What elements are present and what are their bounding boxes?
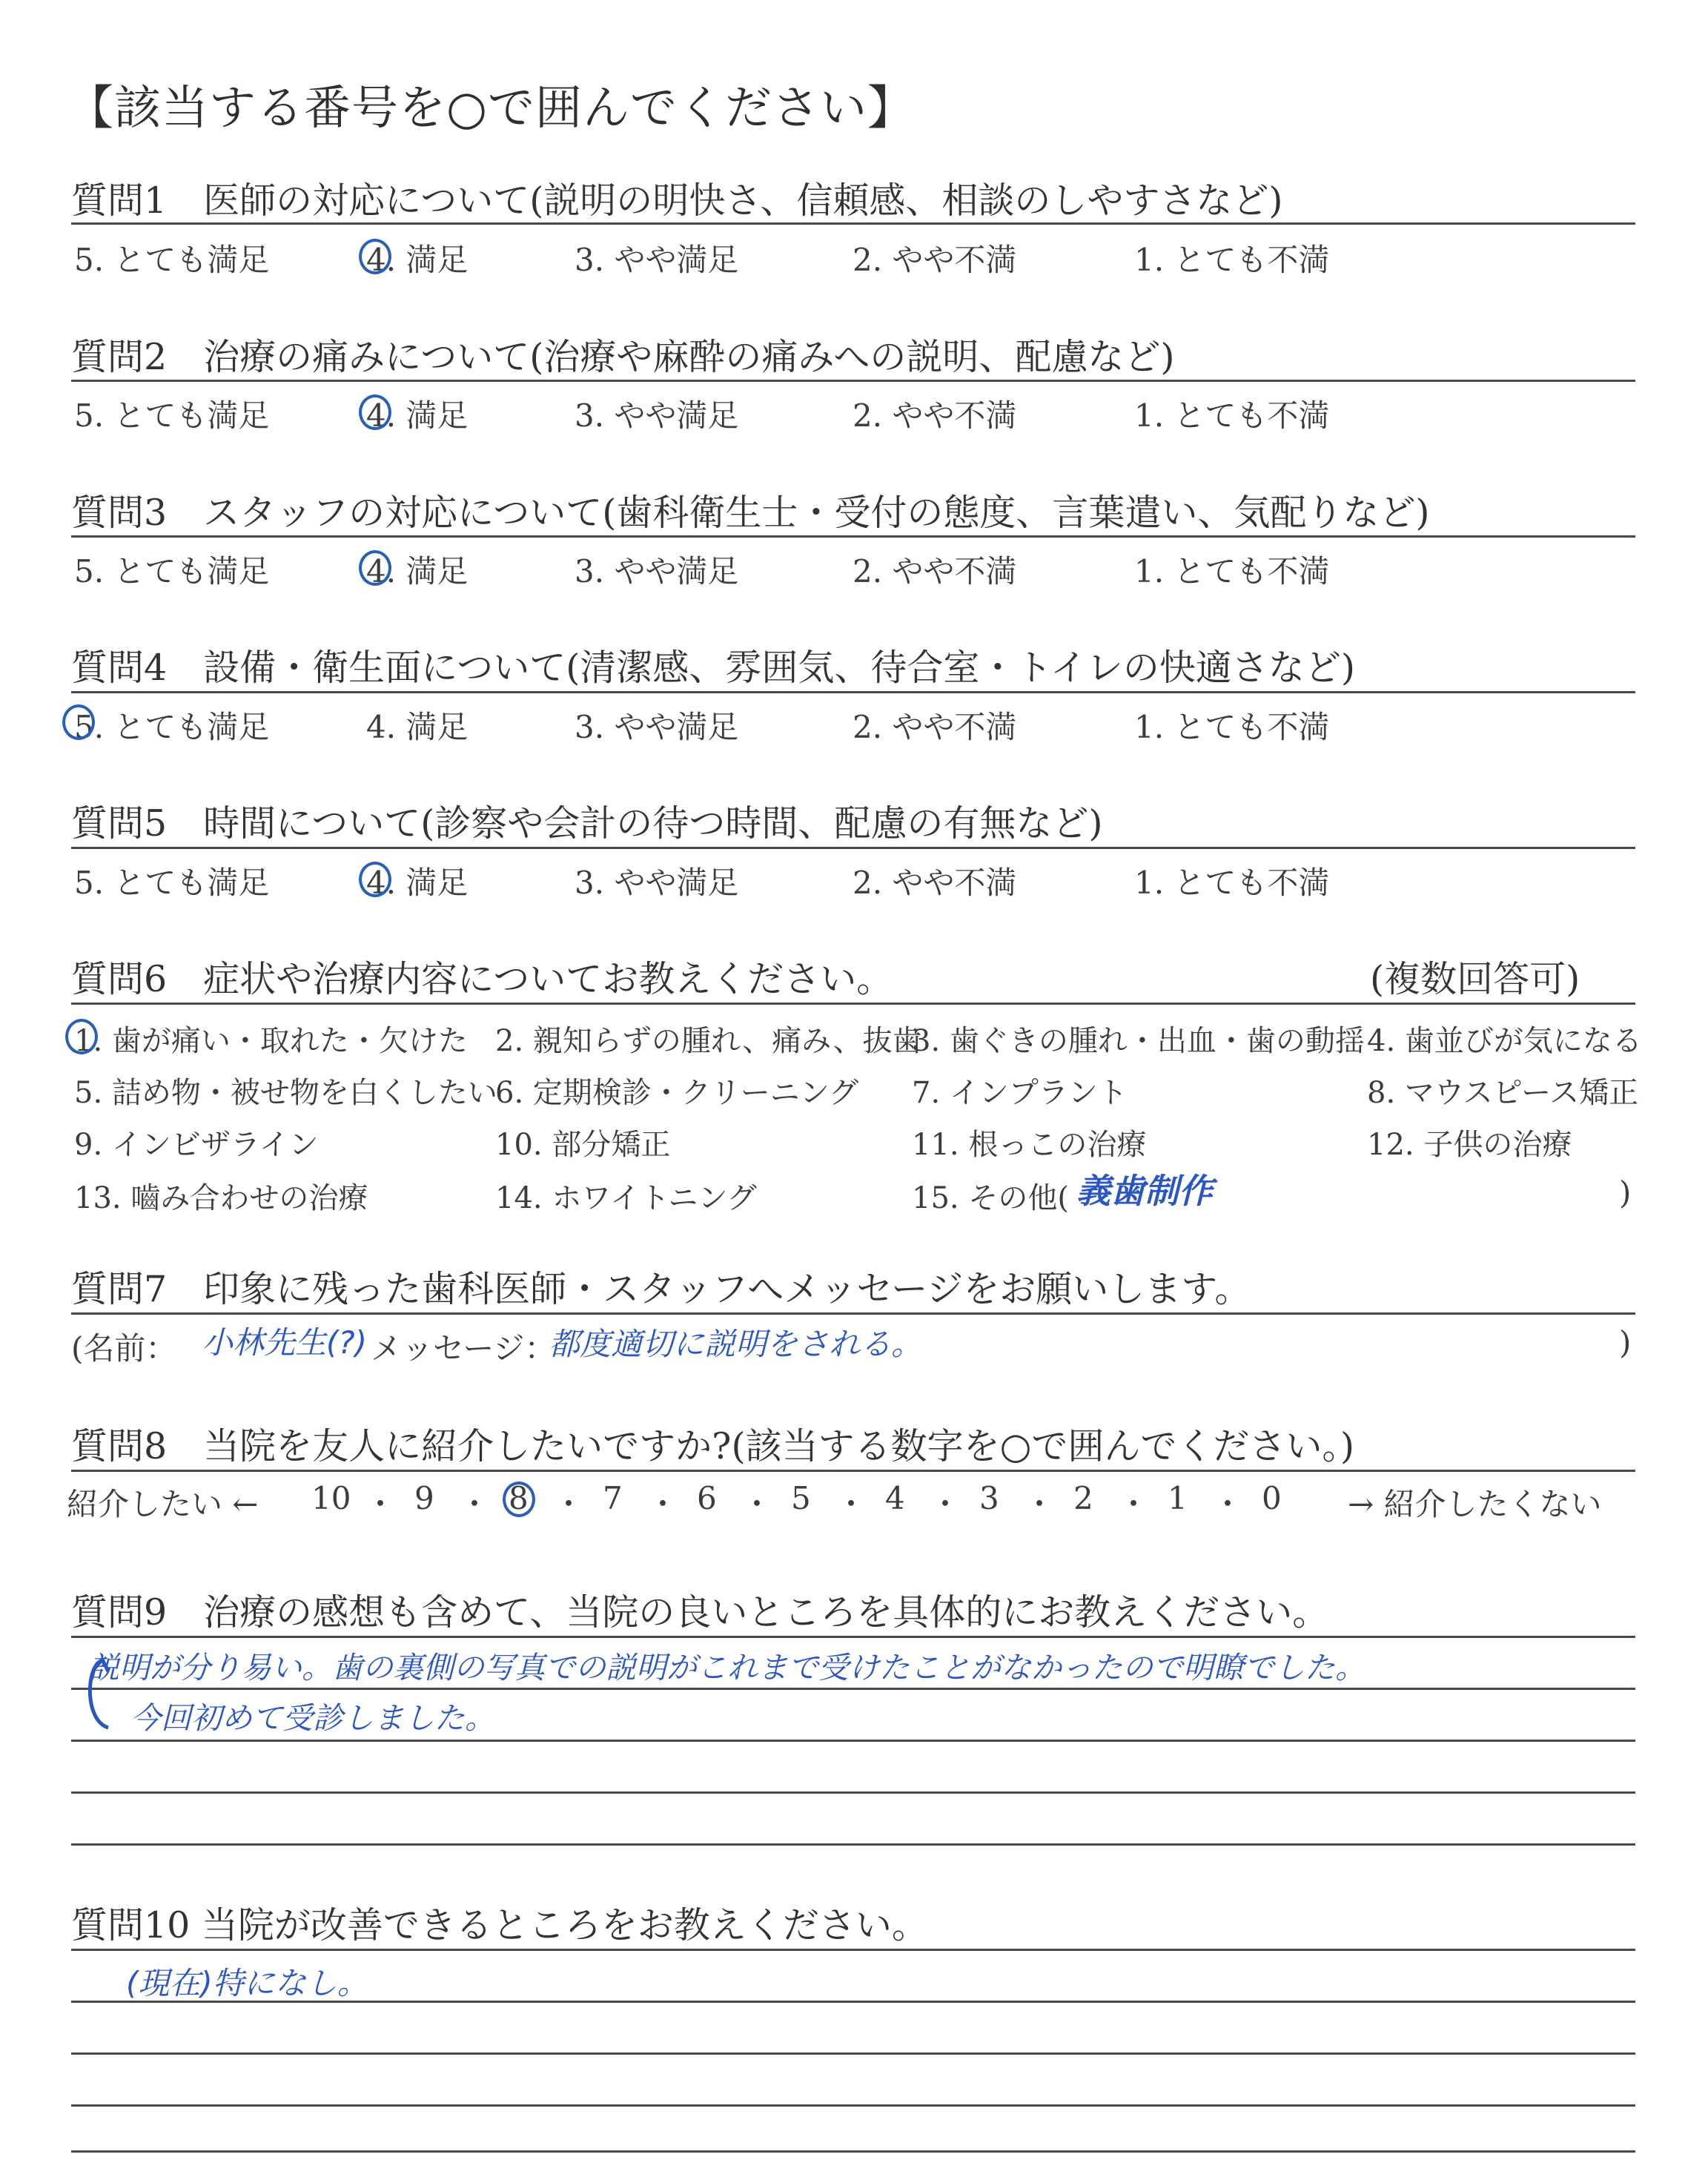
- q7-close-paren: ): [1619, 1324, 1632, 1361]
- q8-scale-value-3[interactable]: 3: [979, 1480, 999, 1516]
- q3-option-1[interactable]: 1. とても不満: [1134, 553, 1330, 589]
- q8-scale-value-6[interactable]: 6: [697, 1480, 717, 1516]
- q2-option-2[interactable]: 2. やや不満: [853, 397, 1017, 434]
- q5-option-5[interactable]: 5. とても満足: [74, 865, 270, 901]
- q9-title: 質問9 治療の感想も含めて、当院の良いところを具体的にお教えください。: [71, 1591, 1329, 1634]
- q1-rule: [71, 222, 1635, 225]
- q6-item-5[interactable]: 5. 詰め物・被せ物を白くしたい: [74, 1076, 497, 1110]
- q8-scale-separator-dot: ・: [1024, 1486, 1056, 1522]
- q7-name-label: (名前：: [71, 1330, 177, 1367]
- q1-option-5[interactable]: 5. とても満足: [74, 242, 270, 278]
- q7-rule: [71, 1312, 1635, 1315]
- q4-option-1[interactable]: 1. とても不満: [1134, 709, 1330, 745]
- q6-item-11[interactable]: 11. 根っこの治療: [912, 1128, 1147, 1162]
- q8-number-scale: [311, 1480, 1364, 1525]
- q6-item-9[interactable]: 9. インビザライン: [74, 1128, 319, 1162]
- q1-option-3[interactable]: 3. やや満足: [575, 242, 739, 278]
- q4-option-2[interactable]: 2. やや不満: [853, 709, 1017, 745]
- q9-rule-1: [71, 1636, 1635, 1638]
- q2-option-5[interactable]: 5. とても満足: [74, 397, 270, 434]
- q8-scale-separator-dot: ・: [1212, 1486, 1244, 1522]
- q6-item-15[interactable]: 15. その他(: [912, 1181, 1069, 1215]
- q5-title: 質問5 時間について(診察や会計の待つ時間、配慮の有無など): [71, 802, 1103, 845]
- q7-message-label: メッセージ：: [371, 1330, 556, 1367]
- q8-scale-value-4[interactable]: 4: [885, 1480, 905, 1516]
- q10-answer-line-1[interactable]: (現在)特になし。: [126, 1965, 368, 2001]
- q6-item-6[interactable]: 6. 定期検診・クリーニング: [495, 1076, 859, 1110]
- q6-item-14[interactable]: 14. ホワイトニング: [495, 1181, 757, 1215]
- q9-answer-line-2[interactable]: 今回初めて受診しました。: [130, 1700, 495, 1736]
- q8-scale-separator-dot: ・: [1118, 1486, 1150, 1522]
- q3-option-5[interactable]: 5. とても満足: [74, 553, 270, 589]
- q8-scale-separator-dot: ・: [459, 1486, 491, 1522]
- q6-item-1[interactable]: 1. 歯が痛い・取れた・欠けた: [74, 1024, 468, 1058]
- q5-option-3[interactable]: 3. やや満足: [575, 865, 739, 901]
- q5-option-1[interactable]: 1. とても不満: [1134, 865, 1330, 901]
- q2-option-3[interactable]: 3. やや満足: [575, 397, 739, 434]
- q8-right-label: → 紹介したくない: [1348, 1486, 1602, 1522]
- q3-option-2[interactable]: 2. やや不満: [853, 553, 1017, 589]
- q5-option-4[interactable]: 4. 満足: [366, 865, 469, 901]
- q10-title: 質問10 当院が改善できるところをお教えください。: [71, 1904, 928, 1946]
- q1-option-4[interactable]: 4. 満足: [366, 242, 469, 278]
- q10-rule-1: [71, 1949, 1635, 1951]
- q8-scale-value-1[interactable]: 1: [1168, 1480, 1188, 1516]
- q6-item-7[interactable]: 7. インプラント: [912, 1076, 1128, 1110]
- q8-scale-value-8[interactable]: 8: [509, 1480, 529, 1516]
- q9-bracket-mark: [71, 1654, 116, 1743]
- q4-rule: [71, 691, 1635, 693]
- q6-other-close-paren: ): [1619, 1175, 1632, 1211]
- q8-scale-value-5[interactable]: 5: [791, 1480, 811, 1516]
- q2-rule: [71, 380, 1635, 382]
- q8-scale-separator-dot: ・: [365, 1486, 397, 1522]
- q6-item-3[interactable]: 3. 歯ぐきの腫れ・出血・歯の動揺: [912, 1024, 1365, 1058]
- q8-scale-value-7[interactable]: 7: [603, 1480, 623, 1516]
- q9-rule-2: [71, 1688, 1635, 1690]
- q7-name-handwritten[interactable]: 小林先生(?): [202, 1324, 368, 1361]
- q5-option-2[interactable]: 2. やや不満: [853, 865, 1017, 901]
- q2-title: 質問2 治療の痛みについて(治療や麻酔の痛みへの説明、配慮など): [71, 336, 1175, 378]
- q8-rule: [71, 1470, 1635, 1472]
- q4-option-4[interactable]: 4. 満足: [366, 709, 469, 745]
- q8-scale-separator-dot: ・: [835, 1486, 867, 1522]
- q9-rule-3: [71, 1740, 1635, 1742]
- q6-item-4[interactable]: 4. 歯並びが気になる: [1367, 1024, 1642, 1058]
- q6-title: 質問6 症状や治療内容についてお教えください。: [71, 958, 893, 1000]
- q7-message-handwritten[interactable]: 都度適切に説明をされる。: [549, 1326, 923, 1362]
- q5-selection-circle: [359, 862, 391, 897]
- q6-item-8[interactable]: 8. マウスピース矯正: [1367, 1076, 1639, 1110]
- q1-title: 質問1 医師の対応について(説明の明快さ、信頼感、相談のしやすさなど): [71, 179, 1283, 222]
- q6-rule: [71, 1003, 1635, 1005]
- q3-selection-circle: [359, 550, 391, 586]
- q6-item-1-selection-circle: [65, 1019, 98, 1054]
- q8-scale-separator-dot: ・: [930, 1486, 961, 1522]
- q3-rule: [71, 535, 1635, 538]
- q8-scale-value-10[interactable]: 10: [311, 1480, 351, 1516]
- q9-answer-line-1[interactable]: 説明が分り易い。歯の裏側の写真での説明がこれまで受けたことがなかったので明瞭でした。: [89, 1650, 1366, 1685]
- q10-rule-5: [71, 2150, 1635, 2153]
- q8-scale-separator-dot: ・: [553, 1486, 585, 1522]
- q4-selection-circle: [62, 704, 95, 740]
- q8-scale-separator-dot: ・: [647, 1486, 679, 1522]
- q8-left-label: 紹介したい ←: [67, 1486, 259, 1522]
- q5-rule: [71, 847, 1635, 849]
- q1-option-2[interactable]: 2. やや不満: [853, 242, 1017, 278]
- q6-note: (複数回答可): [1370, 958, 1580, 1000]
- q8-scale-value-2[interactable]: 2: [1073, 1480, 1093, 1516]
- q4-option-5[interactable]: 5. とても満足: [74, 709, 270, 745]
- q6-other-handwritten: 義歯制作: [1076, 1171, 1213, 1211]
- q1-option-1[interactable]: 1. とても不満: [1134, 242, 1330, 278]
- q8-scale-value-0[interactable]: 0: [1262, 1480, 1282, 1516]
- q7-title: 質問7 印象に残った歯科医師・スタッフへメッセージをお願いします。: [71, 1268, 1251, 1310]
- q3-option-3[interactable]: 3. やや満足: [575, 553, 739, 589]
- q4-title: 質問4 設備・衛生面について(清潔感、雰囲気、待合室・トイレの快適さなど): [71, 647, 1355, 689]
- q6-item-12[interactable]: 12. 子供の治療: [1367, 1128, 1572, 1162]
- q6-item-2[interactable]: 2. 親知らずの腫れ、痛み、抜歯: [495, 1024, 922, 1058]
- q2-option-1[interactable]: 1. とても不満: [1134, 397, 1330, 434]
- q9-rule-4: [71, 1791, 1635, 1794]
- q6-item-13[interactable]: 13. 嚙み合わせの治療: [74, 1181, 368, 1215]
- q2-selection-circle: [359, 394, 391, 430]
- form-header: 【該当する番号を○で囲んでください】: [67, 81, 915, 135]
- q1-selection-circle: [359, 239, 391, 274]
- q9-rule-5: [71, 1843, 1635, 1846]
- q6-item-10[interactable]: 10. 部分矯正: [495, 1128, 671, 1162]
- q3-option-4[interactable]: 4. 満足: [366, 553, 469, 589]
- q4-option-3[interactable]: 3. やや満足: [575, 709, 739, 745]
- q10-rule-4: [71, 2104, 1635, 2107]
- q8-scale-separator-dot: ・: [741, 1486, 773, 1522]
- q3-title: 質問3 スタッフの対応について(歯科衛生士・受付の態度、言葉遣い、気配りなど): [71, 492, 1430, 534]
- q2-option-4[interactable]: 4. 満足: [366, 397, 469, 434]
- q8-scale-value-9[interactable]: 9: [414, 1480, 434, 1516]
- q8-selection-circle: [503, 1482, 535, 1517]
- q8-title: 質問8 当院を友人に紹介したいですか?(該当する数字を○で囲んでください。): [71, 1425, 1354, 1467]
- q10-rule-3: [71, 2052, 1635, 2055]
